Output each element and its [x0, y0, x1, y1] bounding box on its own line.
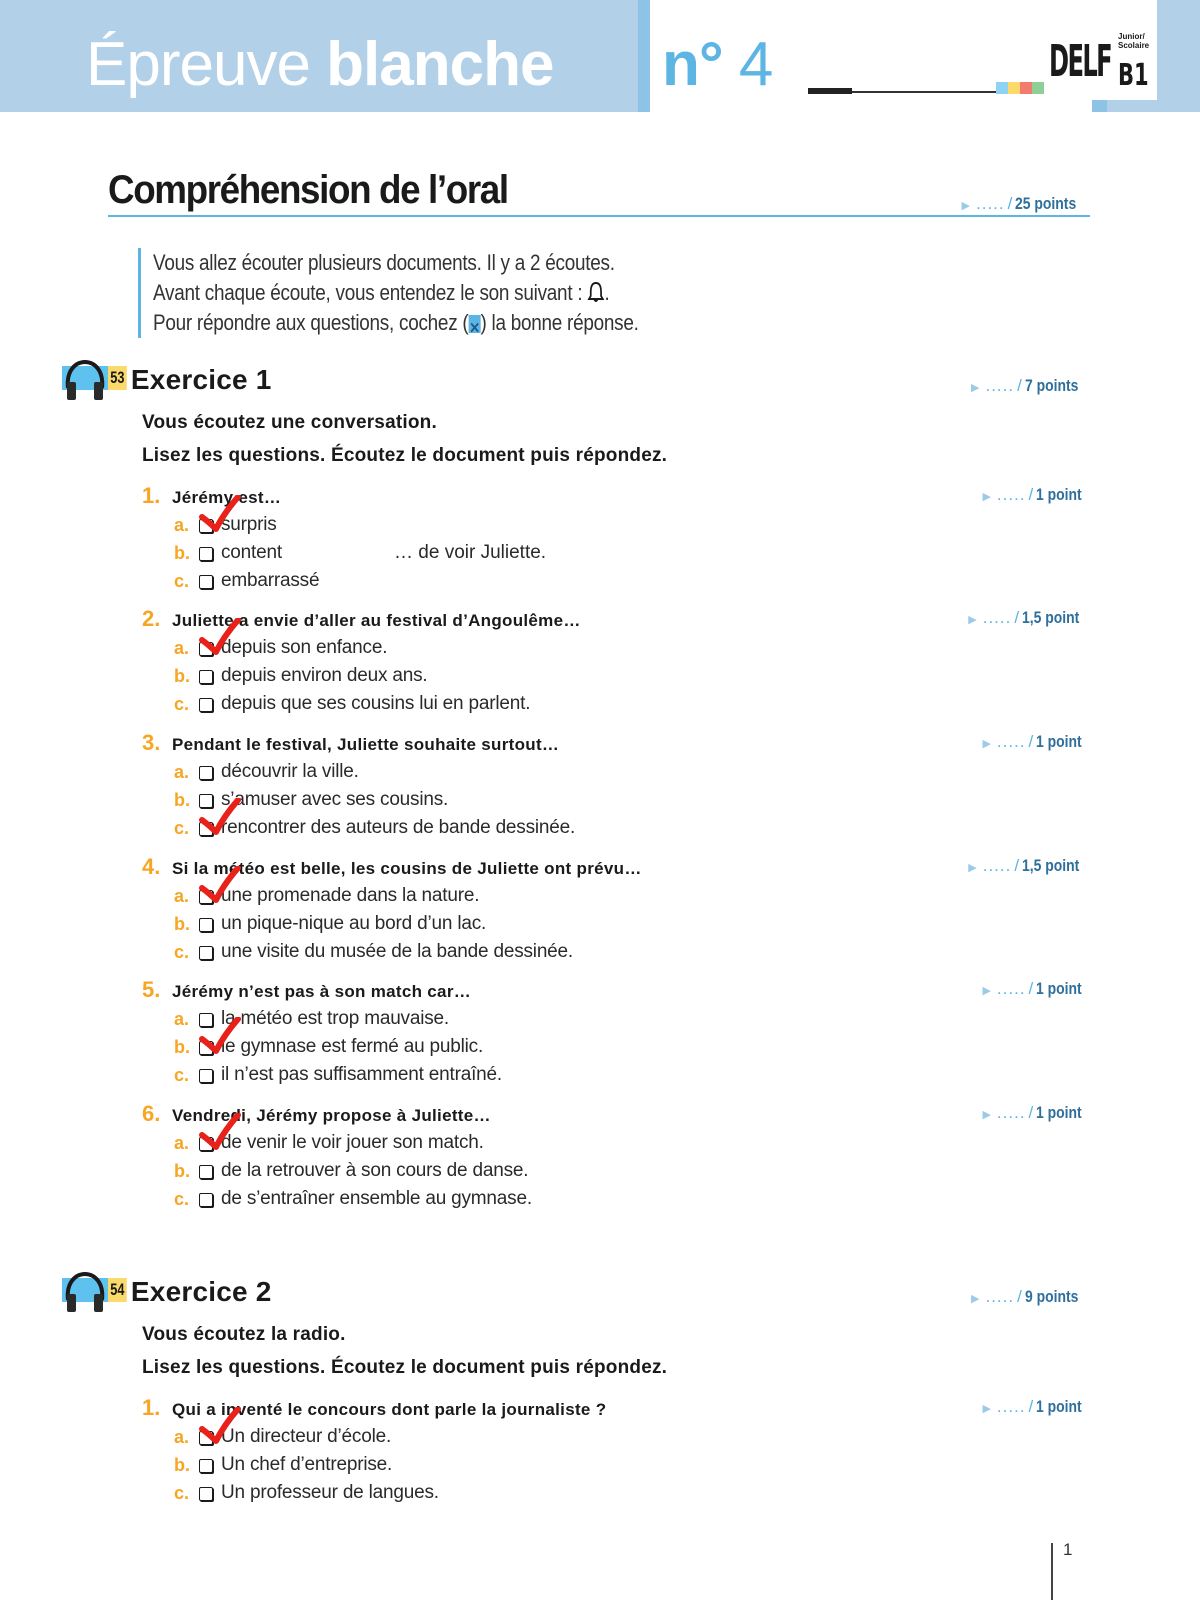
score-total: 1 point: [1036, 1103, 1082, 1122]
banner-bottom-tab-accent: [1092, 100, 1107, 112]
question-number: 6.: [142, 1101, 161, 1126]
option-text: surpris: [221, 514, 277, 535]
answer-option[interactable]: [174, 690, 1092, 718]
checked-box-icon: [468, 315, 480, 333]
question-score: [982, 485, 1092, 505]
play-arrow-icon: ▶: [961, 200, 971, 212]
answer-option[interactable]: [174, 938, 1092, 966]
answer-options: [174, 1129, 1092, 1213]
play-arrow-icon: ▶: [982, 1109, 991, 1121]
question-number: 1.: [142, 1395, 161, 1420]
question-stem: [142, 977, 1092, 1005]
question-stem: [142, 1101, 1092, 1129]
option-letter: b.: [174, 1454, 190, 1475]
answer-option[interactable]: [174, 539, 1092, 567]
option-letter: a.: [174, 1132, 190, 1153]
option-text: de s’entraîner ensemble au gymnase.: [221, 1188, 532, 1209]
option-text: découvrir la ville.: [221, 761, 359, 782]
option-text: il n’est pas suffisamment entraîné.: [221, 1064, 502, 1085]
option-letter: a.: [174, 637, 190, 658]
score-slash: /: [1028, 979, 1034, 998]
banner-right-bar: [1157, 0, 1200, 112]
checkbox[interactable]: [199, 1487, 213, 1501]
exercise-intro-line-2: Lisez les questions. Écoutez le document puis répondez.: [142, 1357, 668, 1378]
color-chip: [1008, 82, 1020, 94]
option-text: s’amuser avec ses cousins.: [221, 789, 449, 810]
score-blank[interactable]: .....: [976, 194, 1005, 213]
score-blank[interactable]: .....: [996, 1397, 1026, 1416]
exercise-intro-line-1: Vous écoutez une conversation.: [142, 412, 437, 433]
option-text: Un professeur de langues.: [221, 1482, 439, 1503]
option-letter: c.: [174, 941, 190, 962]
play-arrow-icon: ▶: [971, 1293, 980, 1305]
checkbox[interactable]: [199, 946, 213, 960]
exercise-intro-line-2: Lisez les questions. Écoutez le document puis répondez.: [142, 445, 668, 466]
exercise-2-intro: [142, 1318, 667, 1384]
question-number: 2.: [142, 606, 161, 631]
page-number: 1: [1063, 1540, 1073, 1559]
question-stem: [142, 606, 1092, 634]
question: [142, 1101, 1092, 1213]
answer-option[interactable]: [174, 1061, 1092, 1089]
headphones-icon: [62, 358, 108, 402]
question: [142, 1395, 1092, 1507]
answer-option[interactable]: [174, 758, 1092, 786]
score-total: 1,5 point: [1022, 608, 1080, 627]
test-number-value: 4: [738, 30, 773, 99]
answer-option[interactable]: [174, 567, 1092, 595]
checkbox[interactable]: [199, 698, 213, 712]
question-stem: [142, 483, 1092, 511]
score-slash: /: [1028, 1397, 1034, 1416]
option-letter: a.: [174, 514, 190, 535]
play-arrow-icon: ▶: [982, 738, 991, 750]
answer-option[interactable]: [174, 786, 1092, 814]
instruction-line-1: Vous allez écouter plusieurs documents. Il y a 2 écoutes.: [153, 250, 615, 275]
instruction-line-2-end: .: [604, 280, 610, 305]
banner-divider: [638, 0, 650, 112]
answer-option[interactable]: [174, 1479, 1092, 1507]
question-text: Jérémy est…: [172, 488, 282, 507]
instructions: [138, 248, 718, 338]
option-letter: b.: [174, 789, 190, 810]
question-number: 3.: [142, 730, 161, 755]
play-arrow-icon: ▶: [968, 614, 977, 626]
option-letter: b.: [174, 913, 190, 934]
answer-options: [174, 511, 1092, 595]
option-letter: b.: [174, 1160, 190, 1181]
checkbox[interactable]: [199, 1193, 213, 1207]
option-text: depuis que ses cousins lui en parlent.: [221, 693, 531, 714]
score-total: 1 point: [1036, 979, 1082, 998]
score-slash: /: [1007, 194, 1013, 213]
checkbox[interactable]: [199, 670, 213, 684]
answer-options: [174, 634, 1092, 718]
option-text: une promenade dans la nature.: [221, 885, 480, 906]
question: [142, 483, 1092, 595]
score-slash: /: [1028, 485, 1034, 504]
page-banner: [0, 0, 1200, 112]
score-total: 1 point: [1036, 485, 1082, 504]
answer-option[interactable]: [174, 814, 1092, 842]
question: [142, 854, 1092, 966]
answer-option[interactable]: [174, 1129, 1092, 1157]
answer-option[interactable]: [174, 1033, 1092, 1061]
delf-logo: DELF: [1049, 36, 1111, 87]
exercise-1-intro: [142, 406, 667, 472]
delf-logo-subtitle: [1118, 32, 1149, 50]
option-text: Un chef d’entreprise.: [221, 1454, 393, 1475]
exercise-title: Exercice 1: [130, 364, 272, 395]
score-slash: /: [1017, 1287, 1022, 1306]
question: [142, 606, 1092, 718]
question-text: Jérémy n’est pas à son match car…: [172, 982, 472, 1001]
instruction-line-3: [153, 308, 639, 338]
checkbox[interactable]: [199, 575, 213, 589]
question-text: Qui a inventé le concours dont parle la journaliste ?: [172, 1400, 607, 1419]
score-blank[interactable]: .....: [996, 979, 1026, 998]
question-suffix: … de voir Juliette.: [394, 542, 547, 563]
question-number: 4.: [142, 854, 161, 879]
answer-option[interactable]: [174, 1185, 1092, 1213]
answer-options: [174, 1005, 1092, 1089]
score-blank[interactable]: .....: [985, 1287, 1015, 1306]
instruction-line-2-text: Avant chaque écoute, vous entendez le son suivant :: [153, 280, 583, 305]
option-text: le gymnase est fermé au public.: [221, 1036, 484, 1057]
test-number: [662, 30, 772, 100]
answer-option[interactable]: [174, 662, 1092, 690]
option-text: rencontrer des auteurs de bande dessinée.: [221, 817, 576, 838]
question-stem: [142, 854, 1092, 882]
score-total: 1 point: [1036, 732, 1082, 751]
option-text: Un directeur d’école.: [221, 1426, 392, 1447]
section-rule: [108, 215, 1090, 217]
play-arrow-icon: ▶: [982, 491, 991, 503]
checkbox[interactable]: [199, 1165, 213, 1179]
option-text: depuis son enfance.: [221, 637, 388, 658]
option-text: de venir le voir jouer son match.: [221, 1132, 484, 1153]
option-letter: c.: [174, 1064, 190, 1085]
score-total: 25 points: [1015, 194, 1077, 213]
exercise-title: Exercice 2: [130, 1276, 272, 1307]
play-arrow-icon: ▶: [968, 862, 977, 874]
question-text: Vendredi, Jérémy propose à Juliette…: [172, 1106, 491, 1125]
option-letter: c.: [174, 693, 190, 714]
question-number: 5.: [142, 977, 161, 1002]
answer-option[interactable]: [174, 1005, 1092, 1033]
score-blank[interactable]: .....: [996, 732, 1026, 751]
score-total: 1,5 point: [1022, 856, 1080, 875]
checkbox[interactable]: [199, 1459, 213, 1473]
question-text: Pendant le festival, Juliette souhaite surtout…: [172, 735, 560, 754]
score-slash: /: [1014, 608, 1020, 627]
test-number-prefix: n°: [662, 30, 723, 99]
checkbox[interactable]: [199, 1069, 213, 1083]
checkbox[interactable]: [199, 794, 213, 808]
answer-options: [174, 882, 1092, 966]
exercise-2-score: [971, 1287, 1090, 1307]
answer-option[interactable]: [174, 634, 1092, 662]
option-letter: a.: [174, 885, 190, 906]
question-stem: [142, 730, 1092, 758]
score-slash: /: [1014, 856, 1020, 875]
banner-rule-thick: [808, 88, 852, 94]
answer-option[interactable]: [174, 1157, 1092, 1185]
answer-option[interactable]: [174, 1451, 1092, 1479]
score-slash: /: [1017, 376, 1022, 395]
exercise-1-score: [971, 376, 1090, 396]
question-score: [968, 608, 1092, 628]
delf-sub-line-1: Junior/: [1118, 32, 1145, 41]
color-chips: [996, 82, 1044, 94]
question-text: Juliette a envie d’aller au festival d’Angoulême…: [172, 611, 581, 630]
option-letter: c.: [174, 1188, 190, 1209]
checkbox[interactable]: [199, 1041, 213, 1055]
option-text: depuis environ deux ans.: [221, 665, 428, 686]
play-arrow-icon: ▶: [982, 985, 991, 997]
option-text: embarrassé: [221, 570, 320, 591]
checkbox[interactable]: [199, 822, 213, 836]
answer-options: [174, 758, 1092, 842]
score-slash: /: [1028, 1103, 1034, 1122]
question-score: [982, 1397, 1092, 1417]
delf-level: B1: [1118, 58, 1149, 93]
option-letter: a.: [174, 1426, 190, 1447]
score-slash: /: [1028, 732, 1034, 751]
question-text: Si la météo est belle, les cousins de Juliette ont prévu…: [172, 859, 642, 878]
score-total: 7 points: [1024, 376, 1079, 395]
answer-option[interactable]: [174, 882, 1092, 910]
question-score: [982, 1103, 1092, 1123]
score-blank[interactable]: .....: [996, 485, 1026, 504]
checkbox[interactable]: [199, 642, 213, 656]
color-chip: [1032, 82, 1044, 94]
option-letter: a.: [174, 761, 190, 782]
question: [142, 730, 1092, 842]
play-arrow-icon: ▶: [971, 382, 980, 394]
checkbox[interactable]: [199, 1013, 213, 1027]
score-blank[interactable]: .....: [982, 856, 1012, 875]
option-text: de la retrouver à son cours de danse.: [221, 1160, 529, 1181]
score-blank[interactable]: .....: [982, 608, 1012, 627]
page-number-rule: [1051, 1543, 1053, 1600]
question-score: [982, 979, 1092, 999]
checkbox[interactable]: [199, 766, 213, 780]
answer-option[interactable]: [174, 1423, 1092, 1451]
play-arrow-icon: ▶: [982, 1403, 991, 1415]
score-total: 9 points: [1024, 1287, 1079, 1306]
banner-title-light: Épreuve: [86, 30, 310, 99]
question-stem: [142, 1395, 1092, 1423]
option-text: un pique-nique au bord d’un lac.: [221, 913, 487, 934]
score-blank[interactable]: .....: [996, 1103, 1026, 1122]
checkbox[interactable]: [199, 519, 213, 533]
exercise-1-header: [62, 358, 272, 402]
checkbox[interactable]: [199, 918, 213, 932]
checkbox[interactable]: [199, 1137, 213, 1151]
option-letter: b.: [174, 1036, 190, 1057]
answer-option[interactable]: [174, 511, 1092, 539]
option-text: la météo est trop mauvaise.: [221, 1008, 449, 1029]
banner-title-bold: blanche: [326, 30, 554, 99]
option-letter: a.: [174, 1008, 190, 1029]
instruction-line-3-start: Pour répondre aux questions, cochez (: [153, 310, 469, 335]
delf-sub-line-2: Scolaire: [1118, 41, 1150, 50]
exercise-intro-line-1: Vous écoutez la radio.: [142, 1324, 346, 1345]
option-letter: b.: [174, 542, 190, 563]
bell-icon: [587, 281, 604, 303]
track-number-badge: 54: [108, 1278, 127, 1302]
banner-rule-thin: [852, 91, 996, 93]
score-total: 1 point: [1036, 1397, 1082, 1416]
section-score: [962, 194, 1090, 214]
option-letter: b.: [174, 665, 190, 686]
question-number: 1.: [142, 483, 161, 508]
answer-options: [174, 1423, 1092, 1507]
question: [142, 977, 1092, 1089]
answer-option[interactable]: [174, 910, 1092, 938]
track-number-badge: 53: [108, 366, 127, 390]
option-text: content: [221, 542, 282, 563]
question-score: [968, 856, 1092, 876]
option-letter: c.: [174, 1482, 190, 1503]
instruction-line-3-end: ) la bonne réponse.: [480, 310, 639, 335]
color-chip: [996, 82, 1008, 94]
option-text: une visite du musée de la bande dessinée.: [221, 941, 573, 962]
checkbox[interactable]: [199, 1431, 213, 1445]
question-score: [982, 732, 1092, 752]
checkbox[interactable]: [199, 547, 213, 561]
option-letter: c.: [174, 817, 190, 838]
headphones-icon: [62, 1270, 108, 1314]
banner-title: [86, 30, 553, 100]
color-chip: [1020, 82, 1032, 94]
checkbox[interactable]: [199, 890, 213, 904]
exercise-2-header: [62, 1270, 272, 1314]
instruction-line-2: [153, 278, 639, 308]
section-title: Compréhension de l’oral: [108, 168, 508, 212]
option-letter: c.: [174, 570, 190, 591]
score-blank[interactable]: .....: [985, 376, 1015, 395]
